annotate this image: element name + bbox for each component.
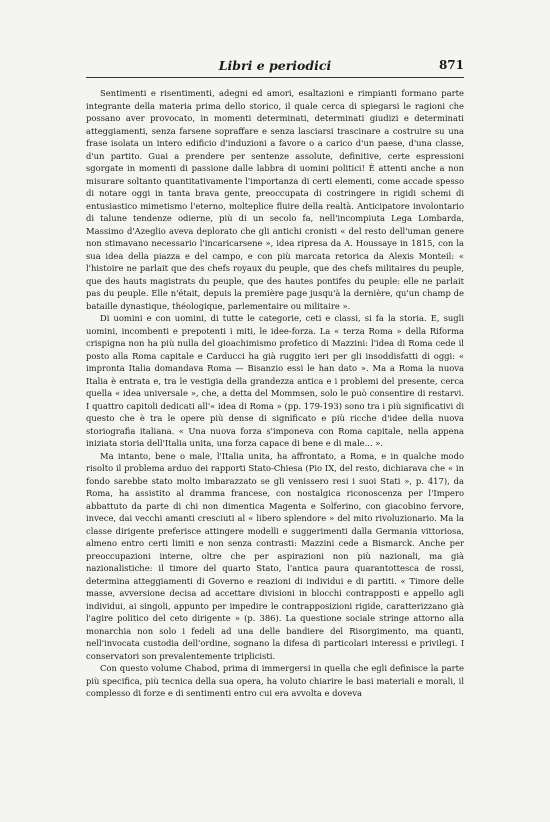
paragraph-4: Con questo volume Chabod, prima di immergersi in quella che egli definisce la parte più specifica, più tecnica della sua opera, ha voluto chiarire le basi materiali e morali, il complesso di forze e di sentimenti entro cui era avvolta e doveva (86, 663, 464, 698)
running-title: Libri e periodici (218, 58, 332, 73)
paragraph-1: Sentimenti e risentimenti, adegni ed amori, esaltazioni e rimpianti formano parte integrante della materia prima dello storico, il quale cerca di spiegarsi le ragioni che possano aver provocato, in momenti determinati, determinati giudizi e determinati atteggiamenti, senza farsene sopraffare e senza lasciarsi trascinare a costruire su una frase isolata un intero edificio d'induzioni a favore o a carico d'un paese, d'una classe, d'un partito. Guai a prendere per sentenze assolute, definitive, certe espressioni sgorgate in momenti di passione dalle labbra di uomini politici! È attenti anche a non misurare soltanto quantitativamente l'importanza di certi elementi, come accade spesso di notare oggi in tanta brava gente, preoccupata di costringere in rigidi schemi di entusiastico mimetismo l'eterno, molteplice fluire della realtà. Anticipatore involontario di talune tendenze odierne, più di un secolo fa, nell'incompiuta Lega Lombarda, Massimo d'Azeglio aveva deplorato che gli antichi cronisti « del resto dell'uman genere non stimavano necessario l'incaricarsene », idea ripresa da A. Houssaye in 1815, con la sua idea della piazza e del campo, e con più marcata retorica da Alexis Monteil: « l'histoire ne parlait que des chefs royaux du peuple, que des chefs militaires du peuple, que des hauts magistrats du peuple, que des hautes pontifes du peuple: elle ne parlait pas du peuple. Elle n'était, depuis la première page jusqu'à la dernière, qu'un champ de bataille dynastique, théologique, parlementaire ou militaire ». (86, 88, 464, 311)
paragraph-3: Ma intanto, bene o male, l'Italia unita, ha affrontato, a Roma, e in qualche modo risolto il problema arduo dei rapporti Stato-Chiesa (Pio IX, del resto, dichiarava che « in fondo sarebbe stato molto imbarazzato se gli venissero resi i suoi Stati », p. 417), da Roma, ha assistito al dramma francese, con nostalgica riconoscenza per l'Impero abbattuto da parte di chi non dimentica Magenta e Solferino, con giacobino fervore, invece, dai vecchi amanti cresciuti al « libero splendore » del mito rivoluzionario. Ma la classe dirigente preferisce attingere modelli e suggerimenti dalla Germania vittoriosa, almeno entro certi limiti e non senza contrasti: Mazzini cede a Bismarck. Anche per preoccupazioni interne, oltre che per aspirazioni non più nazionali, ma già nazionalistiche: il timore del quarto Stato, l'antica paura quarantottesca de rossi, determina atteggiamenti di Governo e reazioni di individui e di partiti. « Timore delle masse, avversione decisa ad accettare divisioni in blocchi contrapposti e appello agli individui, ai singoli, appunto per impedire le contrapposizioni rigide, caratterizzano già l'agire politico del ceto dirigente » (p. 386). La questione sociale stringe attorno alla monarchia non solo i fedeli ad una delle bandiere del Risorgimento, ma quanti, nell'invocata custodia dell'ordine, sognano la difesa di particolari interessi e privilegi. I conservatori son prevalentemente triplicisti. (86, 450, 464, 661)
paragraph-2: Di uomini e con uomini, di tutte le categorie, ceti e classi, si fa la storia. E, sugli uomini, incombenti e prepotenti i miti, le idee-forza. La « terza Roma » della Riforma crispigna non ha più nulla del gioachimismo profetico di Mazzini: l'idea di Roma cede il posto alla Roma capitale e Carducci ha già ruggito ieri per gli insoddisfatti di oggi: « impronta Italia domandava Roma — Bisanzio essi le han dato ». Ma a Roma la nuova Italia è entrata e, tra le vestigia della grandezza antica e i problemi del presente, cerca quella « idea universale », che, a detta del Mommsen, solo le può consentire di restarvi. I quattro capitoli dedicati all'« idea di Roma » (pp. 179-193) sono tra i più significativi di questo che è tra le opere più dense di significato e più ricche d'idee della nuova storiografia italiana. « Una nuova forza s'imponeva con Roma capitale, nella appena iniziata storia dell'Italia unita, una forza capace di bene e di male... ». (86, 313, 464, 448)
header-rule (86, 77, 464, 78)
page-header (86, 56, 464, 76)
body-text (86, 87, 464, 700)
page-number: 871 (438, 58, 464, 72)
